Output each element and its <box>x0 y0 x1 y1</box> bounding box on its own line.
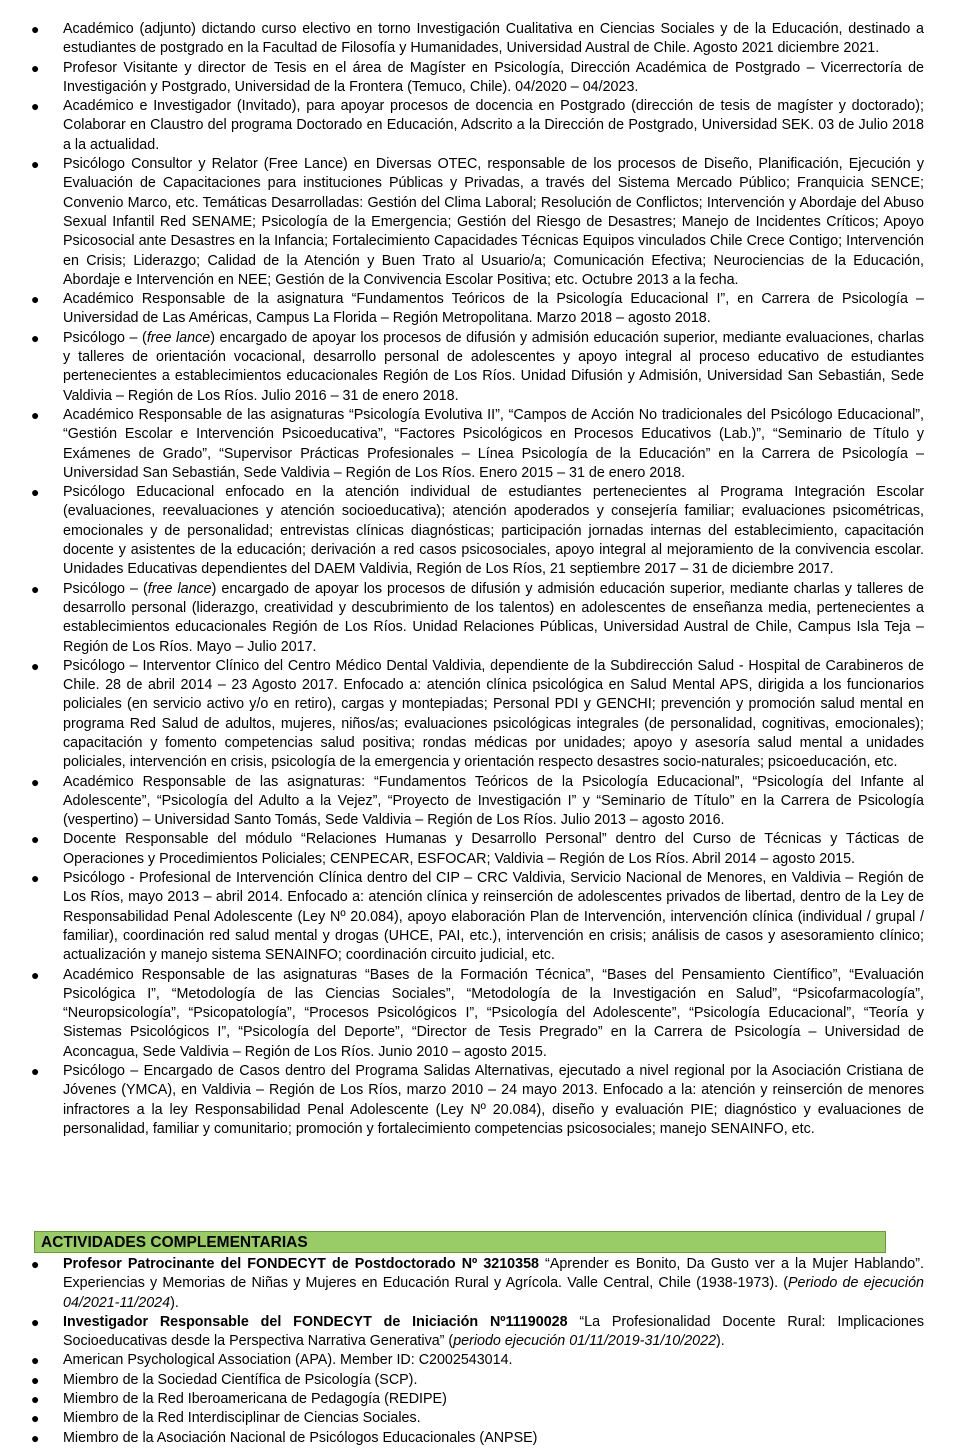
item-text: Académico Responsable de las asignaturas “Psicología Evolutiva II”, “Campos de Acción No tradicionales del Psicólogo Educacional”, “Gestión Escolar e Intervención Psicoeducativa”, “Factores Psicológicos en Procesos Educativos (Lab.)”, “Seminario de Título y Exámenes de Grado”, “Supervisor Prácticas Profesionales – Línea Psicología de la Educación” en la Carrera de Psicología – Universidad San Sebastián, Sede Valdivia – Región de Los Ríos. Enero 2015 – 31 de enero 2018. <box>63 406 924 481</box>
item-text: Profesor Patrocinante del FONDECYT de Postdoctorado Nº 3210358 “Aprender es Bonito, Da Gusto ver a la Mujer Hablando”. Experiencias y Memorias de Niñas y Mujeres en Educación Rural y Agrícola. Valle Central, Chile (1938-1973). (Periodo de ejecución 04/2021-11/2024). <box>63 1256 925 1311</box>
bullet-icon: ● <box>31 580 40 597</box>
bullet-icon: ● <box>31 966 40 983</box>
list-item <box>0 966 962 1062</box>
list-item <box>0 1351 962 1370</box>
list-item <box>0 20 962 59</box>
item-text: Psicólogo – (free lance) encargado de apoyar los procesos de difusión y admisión educación superior, mediante charlas y talleres de desarrollo personal (liderazgo, creatividad y descubrimiento de los talentos) en adolescentes de enseñanza media, pertenecientes a establecimientos educacionales Región de Los Ríos. Unidad Relaciones Públicas, Universidad Austral de Chile, Campus Isla Teja – Región de Los Ríos. Mayo – Julio 2017. <box>63 580 925 655</box>
list-item <box>0 483 962 579</box>
item-text: Académico Responsable de las asignaturas: “Fundamentos Teóricos de la Psicología Educacional”, “Psicología del Infante al Adolescente”, “Psicología del Adulto a la Vejez”, “Proyecto de Investigación I” y “Seminario de Título” en la Carrera de Psicología (vespertino) – Universidad Santo Tomás, Sede Valdivia – Región de Los Ríos. Julio 2013 – agosto 2016. <box>63 773 924 829</box>
list-item <box>0 329 962 406</box>
bullet-icon: ● <box>31 59 40 76</box>
list-item <box>0 290 962 329</box>
list-item <box>0 97 962 155</box>
bullet-icon: ● <box>31 831 40 848</box>
list-item <box>0 1371 962 1390</box>
item-text: Miembro de la Red Iberoamericana de Pedagogía (REDIPE) <box>63 1391 447 1408</box>
bullet-icon: ● <box>31 1256 40 1272</box>
bullet-icon: ● <box>31 329 40 346</box>
bullet-icon: ● <box>31 1352 40 1369</box>
bullet-icon: ● <box>31 484 40 501</box>
item-text: American Psychological Association (APA). Member ID: C2002543014. <box>63 1352 513 1369</box>
item-text: Miembro de la Sociedad Científica de Psicología (SCP). <box>63 1371 418 1388</box>
list-item <box>0 1062 962 1139</box>
list-item <box>0 59 962 98</box>
list-item <box>0 1390 962 1409</box>
bullet-icon: ● <box>31 1063 40 1080</box>
list-item <box>0 830 962 869</box>
item-text: Profesor Visitante y director de Tesis en el área de Magíster en Psicología, Dirección Académica de Postgrado – Vicerrectoría de Investigación y Postgrado, Universidad de la Frontera (Temuco, Chile). 04/2020 – 04/2023. <box>63 59 924 95</box>
bullet-icon: ● <box>31 1371 40 1388</box>
bullet-icon: ● <box>31 1391 40 1408</box>
item-text: Miembro de la Asociación Nacional de Psicólogos Educacionales (ANPSE) <box>63 1429 538 1446</box>
item-text: Investigador Responsable del FONDECYT de Iniciación Nº11190028 “La Profesionalidad Docente Rural: Implicaciones Socioeducativas desde la Perspectiva Narrativa Generativa” (periodo ejecución 01/11/2019-31/10/2022). <box>63 1313 924 1350</box>
list-item <box>0 1409 962 1428</box>
section-header-complementary: ACTIVIDADES COMPLEMENTARIAS <box>34 1231 886 1253</box>
complementary-list <box>0 1255 962 1448</box>
list-item <box>0 406 962 483</box>
item-text: Docente Responsable del módulo “Relaciones Humanas y Desarrollo Personal” dentro del Curso de Técnicas y Tácticas de Operaciones y Procedimientos Policiales; CENPECAR, ESFOCAR; Valdivia – Región de Los Ríos. Abril 2014 – agosto 2015. <box>63 831 924 867</box>
item-text: Psicólogo - Profesional de Intervención Clínica dentro del CIP – CRC Valdivia, Servicio Nacional de Menores, en Valdivia – Región de Los Ríos, mayo 2013 – abril 2014. Enfocado a: atención clínica y reinserción de adolescentes privados de libertad, dentro de la Ley de Responsabilidad Penal Adolescente (Ley Nº 20.084), apoyo elaboración Plan de Intervención, intervención clínica (individual / grupal / familiar), coordinación red salud mental y drogas (UHCE, PAI, etc.), intervención en crisis; análisis de casos y asesoramiento clínico; actualización y manejo sistema SENAINFO; coordinación circuito judicial, etc. <box>63 870 924 964</box>
bullet-icon: ● <box>31 1313 40 1330</box>
bullet-icon: ● <box>31 156 40 173</box>
bullet-icon: ● <box>31 406 40 423</box>
list-item <box>0 155 962 290</box>
item-text: Psicólogo – (free lance) encargado de apoyar los procesos de difusión y admisión educación superior, mediante evaluaciones, charlas y talleres de orientación vocacional, desarrollo personal de adolescentes y apoyo integral al proceso educativo de estudiantes pertenecientes a establecimientos educacionales Región de Los Ríos. Unidad Difusión y Admisión, Universidad San Sebastián, Sede Valdivia – Región de Los Ríos. Julio 2016 – 31 de enero 2018. <box>63 329 925 404</box>
experience-list <box>0 20 962 1139</box>
item-text: Miembro de la Red Interdisciplinar de Ciencias Sociales. <box>63 1410 421 1427</box>
item-text: Psicólogo – Encargado de Casos dentro del Programa Salidas Alternativas, ejecutado a nivel regional por la Asociación Cristiana de Jóvenes (YMCA), en Valdivia – Región de Los Ríos, marzo 2010 – 24 mayo 2013. Enfocado a la: atención y reinserción de menores infractores a la ley Responsabilidad Penal Adolescente (Ley Nº 20.084), diseño y evaluación PIE; diagnóstico y evaluaciones de personalidad, familiar y comunitario; promoción y fortalecimiento competencias psicosociales; manejo SENAINFO, etc. <box>63 1063 924 1137</box>
item-text: Académico Responsable de las asignaturas “Bases de la Formación Técnica”, “Bases del Pensamiento Científico”, “Evaluación Psicológica I”, “Metodología de las Ciencias Sociales”, “Metodología de la Investigación en Salud”, “Psicofarmacología”, “Neuropsicología”, “Psicopatología”, “Procesos Psicológicos I”, “Psicología del Adolescente”, “Psicología Educacional”, “Teoría y Sistemas Psicológicos I”, “Psicología del Deporte”, “Director de Tesis Pregrado” en la Carrera de Psicología – Universidad de Aconcagua, Sede Valdivia – Región de Los Ríos. Junio 2010 – agosto 2015. <box>63 966 924 1060</box>
bullet-icon: ● <box>31 657 40 674</box>
bullet-icon: ● <box>31 773 40 790</box>
list-item <box>0 1429 962 1448</box>
list-item <box>0 580 962 657</box>
list-item <box>0 869 962 965</box>
bullet-icon: ● <box>31 98 40 115</box>
list-item <box>0 1255 962 1313</box>
list-item <box>0 773 962 831</box>
bullet-icon: ● <box>31 1429 40 1446</box>
bullet-icon: ● <box>31 1410 40 1427</box>
list-item <box>0 657 962 773</box>
item-text: Psicólogo Consultor y Relator (Free Lance) en Diversas OTEC, responsable de los procesos de Diseño, Planificación, Ejecución y Evaluación de Capacitaciones para instituciones Públicas y Privadas, a través del Sistema Mercado Público; Franquicia SENCE; Convenio Marco, etc. Temáticas Desarrolladas: Gestión del Clima Laboral; Resolución de Conflictos; Intervención y Abordaje del Abuso Sexual Infantil Red SENAME; Psicología de la Emergencia; Gestión del Riesgo de Desastres; Manejo de Incidentes Críticos; Apoyo Psicosocial ante Desastres en la Infancia; Fortalecimiento Capacidades Técnicas Equipos vinculados Chile Crece Contigo; Intervención en Crisis; Liderazgo; Calidad de la Atención y Buen Trato al Usuario/a; Comunicación Efectiva; Neurociencias de la Educación, Abordaje e Intervención en NEE; Gestión de la Convivencia Escolar Positiva; etc. Octubre 2013 a la fecha. <box>63 156 924 288</box>
list-item <box>0 1313 962 1352</box>
bullet-icon: ● <box>31 291 40 308</box>
bullet-icon: ● <box>31 870 40 887</box>
item-text: Académico e Investigador (Invitado), para apoyar procesos de docencia en Postgrado (dirección de tesis de magíster y doctorado); Colaborar en Claustro del programa Doctorado en Educación, Adscrito a la Dirección de Postgrado, Universidad SEK. 03 de Julio 2018 a la actualidad. <box>63 98 924 153</box>
item-text: Psicólogo Educacional enfocado en la atención individual de estudiantes pertenecientes al Programa Integración Escolar (evaluaciones, reevaluaciones y atención socioeducativa); atención apoderados y consejería familiar; evaluaciones psicométricas, emocionales y de personalidad; entrevistas clínicas diagnósticas; participación jornadas internas del establecimiento, capacitación docente y asistentes de la educación; derivación a red casos psicosociales, apoyo integral al mejoramiento de la convivencia escolar. Unidades Educativas dependientes del DAEM Valdivia, Región de Los Ríos, 21 septiembre 2017 – 31 de diciembre 2017. <box>63 484 924 578</box>
item-text: Académico Responsable de la asignatura “Fundamentos Teóricos de la Psicología Educacional I”, en Carrera de Psicología – Universidad de Las Américas, Campus La Florida – Región Metropolitana. Marzo 2018 – agosto 2018. <box>63 291 924 327</box>
bullet-icon: ● <box>31 21 40 37</box>
item-text: Académico (adjunto) dictando curso electivo en torno Investigación Cualitativa en Ciencias Sociales y de la Educación, destinado a estudiantes de postgrado en la Facultad de Filosofía y Humanidades, Universidad Austral de Chile. Agosto 2021 diciembre 2021. <box>63 21 924 57</box>
item-text: Psicólogo – Interventor Clínico del Centro Médico Dental Valdivia, dependiente de la Subdirección Salud - Hospital de Carabineros de Chile. 28 de abril 2014 – 23 Agosto 2017. Enfocado a: atención clínica psicológica en Salud Mental APS, dirigida a los funcionarios policiales (en servicio activo y/o en retiro), cargas y montepiadas; Personal PDI y GENCHI; prevención y promoción salud mental en programa Red Salud de adultos, mujeres, niños/as; evaluaciones psicológicas integrales (de personalidad, cognitivas, emocionales); capacitación y fomento competencias salud positiva; rondas médicas por unidades; apoyo y asesoría salud mental a unidades policiales, intervención en crisis, psicología de la emergencia y orientación respecto desastres socio-naturales; psicoeducación, etc. <box>63 657 924 771</box>
